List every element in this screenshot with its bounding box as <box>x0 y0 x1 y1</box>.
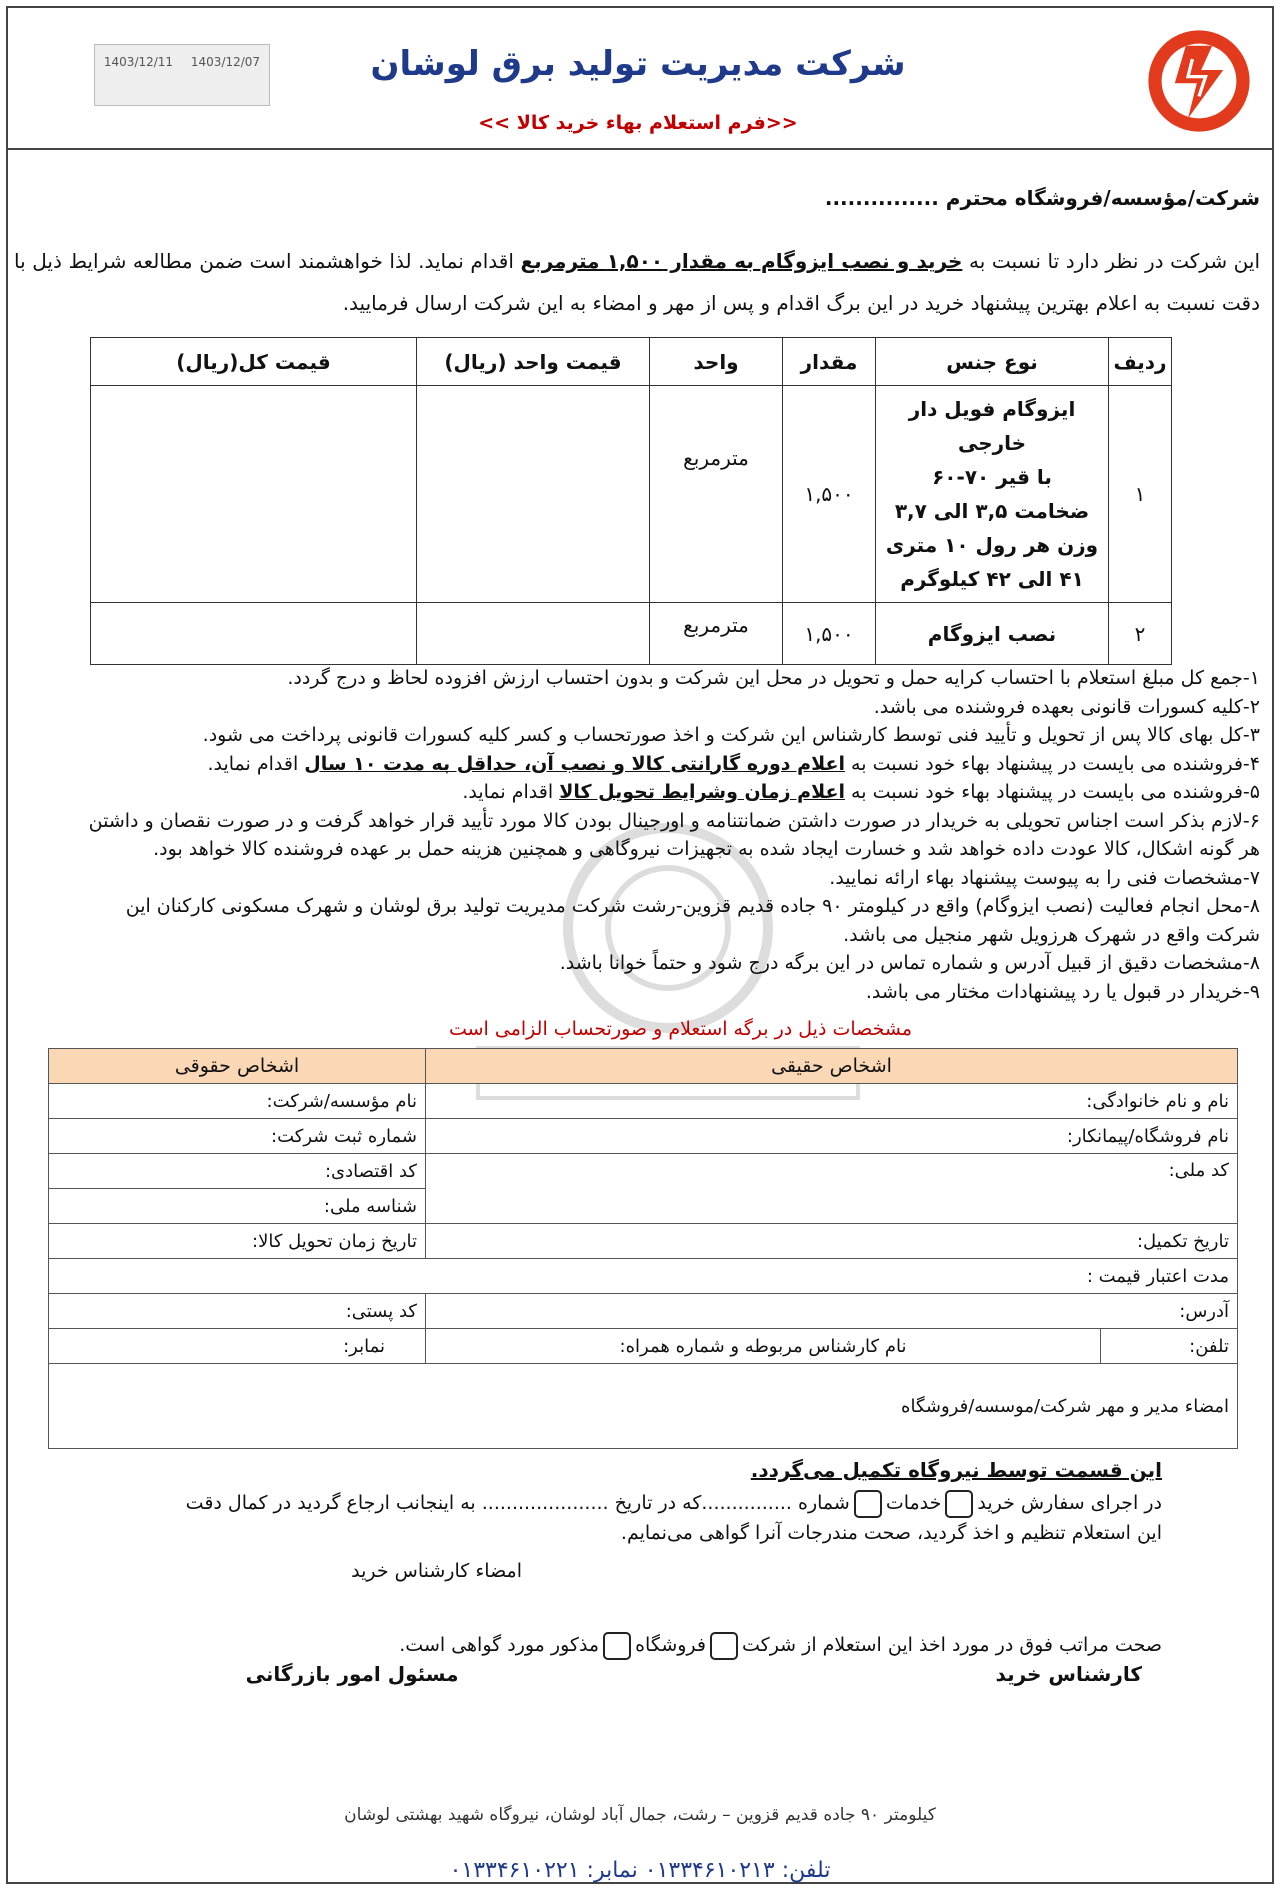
intro-text-1: این شرکت در نظر دارد تا نسبت به <box>962 249 1261 273</box>
date-2: 1403/12/11 <box>103 55 174 69</box>
items-header-row <box>91 338 1172 386</box>
condition-4-highlight: اعلام دوره گارانتی کالا و نصب آن، حداقل به مدت ۱۰ سال <box>304 752 846 775</box>
table-row <box>91 603 1172 665</box>
plant-line-1 <box>186 1488 1162 1518</box>
condition-4-text: ۴-فروشنده می بایست در پیشنهاد بهاء خود نسبت به <box>845 752 1260 775</box>
condition-5 <box>10 778 1260 807</box>
row-number: ۱ <box>1109 386 1172 603</box>
condition-1: ۱-جمع کل مبلغ استعلام با احتساب کرایه حمل و تحویل در محل این شرکت و بدون احتساب ارزش افزوده لحاظ و درج گردد. <box>287 667 1260 689</box>
date-box <box>94 44 270 106</box>
legal-persons-header: اشخاص حقوقی <box>49 1049 426 1084</box>
footer-tel: تلفن: ۰۱۳۳۴۶۱۰۲۱۳ نمابر: ۰۱۳۳۴۶۱۰۲۲۱ <box>449 1858 831 1883</box>
economic-code-field[interactable]: کد اقتصادی: <box>49 1154 426 1189</box>
national-code-field[interactable]: کد ملی: <box>426 1154 1238 1224</box>
reg-number-field[interactable]: شماره ثبت شرکت: <box>49 1119 426 1154</box>
verify-end-text: مذکور مورد گواهی است. <box>399 1634 600 1656</box>
intro-paragraph <box>14 240 1260 324</box>
condition-2: ۲-کلیه کسورات قانونی بعهده فروشنده می باشد. <box>873 695 1260 718</box>
date-1: 1403/12/07 <box>190 55 261 69</box>
col-total-price: قیمت کل(ریال) <box>91 338 417 386</box>
verify-text: صحت مراتب فوق در مورد اخذ این استعلام از شرکت <box>742 1634 1162 1656</box>
table-row <box>91 386 1172 603</box>
expert-signature-label: امضاء کارشناس خرید <box>351 1560 522 1582</box>
condition-7: ۷-مشخصات فنی را به پیوست پیشنهاد بهاء ارائه نمایید. <box>829 866 1260 889</box>
item-unit-price[interactable] <box>417 386 650 603</box>
salutation: شرکت/مؤسسه/فروشگاه محترم ............... <box>824 186 1260 210</box>
item-description <box>876 386 1109 603</box>
services-checkbox[interactable] <box>854 1490 882 1518</box>
page-header <box>8 8 1272 150</box>
item-unit: مترمربع <box>650 603 783 665</box>
item-qty: ۱,۵۰۰ <box>783 386 876 603</box>
intro-highlight: خرید و نصب ایزوگام به مقدار ۱,۵۰۰ مترمربع <box>520 249 963 273</box>
signatories <box>186 1662 1162 1686</box>
info-table <box>48 1048 1238 1449</box>
fax-field[interactable]: نمابر: <box>49 1329 426 1364</box>
intro-text-2: اقدام نماید. لذا خواهشمند است ضمن مطالعه شرایط ذیل با دقت نسبت به اعلام بهترین پیشنهاد خرید در این برگ اقدام و پس از مهر و امضاء به این شرکت ارسال فرمایید. <box>14 249 1260 315</box>
natural-persons-header: اشخاص حقیقی <box>426 1049 1238 1084</box>
desc-line: ۴۱ الی ۴۲ کیلوگرم <box>900 567 1084 591</box>
condition-5-end: اقدام نماید. <box>462 781 560 803</box>
item-total-price[interactable] <box>91 603 417 665</box>
national-id-field[interactable]: شناسه ملی: <box>49 1189 426 1224</box>
desc-line: ضخامت ۳,۵ الی ۳,۷ <box>894 499 1090 523</box>
table-row <box>49 1364 1238 1449</box>
company-checkbox[interactable] <box>710 1632 738 1660</box>
row-number: ۲ <box>1109 603 1172 665</box>
desc-line: وزن هر رول ۱۰ متری <box>885 533 1099 557</box>
company-name: شرکت مدیریت تولید برق لوشان <box>370 44 906 84</box>
fill-date-field[interactable]: تاریخ تکمیل: <box>426 1224 1238 1259</box>
items-table <box>90 337 1172 665</box>
condition-6b: هر گونه اشکال، کالا عودت داده خواهد شد و خسارت ایجاد شده به تجهیزات نیروگاهی و همچنین هزینه حمل بر عهده فروشنده کالا خواهد بود. <box>153 838 1260 860</box>
footer-address: کیلومتر ۹۰ جاده قدیم قزوین – رشت، جمال آباد لوشان، نیروگاه شهید بهشتی لوشان <box>344 1805 936 1825</box>
phone-field[interactable]: تلفن: <box>1101 1329 1238 1364</box>
table-row <box>49 1294 1238 1329</box>
col-unit-price: قیمت واحد (ریال) <box>417 338 650 386</box>
table-row <box>49 1259 1238 1294</box>
condition-5-text: ۵-فروشنده می بایست در پیشنهاد بهاء خود نسبت به <box>845 781 1260 803</box>
table-row <box>49 1329 1238 1364</box>
company-logo-icon <box>1144 26 1254 136</box>
delivery-date-field[interactable]: تاریخ زمان تحویل کالا: <box>49 1224 426 1259</box>
item-qty: ۱,۵۰۰ <box>783 603 876 665</box>
institution-field[interactable]: نام مؤسسه/شرکت: <box>49 1084 426 1119</box>
condition-8c: ۸-مشخصات دقیق از قبیل آدرس و شماره تماس در این برگه درج شود و حتماً خوانا باشد. <box>559 952 1260 974</box>
order-text: در اجرای سفارش خرید <box>977 1492 1162 1514</box>
condition-8a: ۸-محل انجام فعالیت (نصب ایزوگام) واقع در کیلومتر ۹۰ جاده قدیم قزوین-رشت شرکت مدیریت تولید برق لوشان و شهرک مسکونی کارکنان این <box>125 895 1260 917</box>
desc-line: ایزوگام فویل دار خارجی <box>908 397 1076 455</box>
postal-code-field[interactable]: کد پستی: <box>49 1294 426 1329</box>
col-qty: مقدار <box>783 338 876 386</box>
plant-section-title: این قسمت توسط نیروگاه تکمیل می‌گردد. <box>750 1458 1162 1482</box>
condition-3: ۳-کل بهای کالا پس از تحویل و تأیید فنی توسط کارشناس این شرکت و اخذ صورتحساب و کسر کلیه کسورات قانونی پرداخت می شود. <box>202 724 1260 746</box>
full-name-field[interactable]: نام و نام خانوادگی: <box>426 1084 1238 1119</box>
condition-5-highlight: اعلام زمان وشرایط تحویل کالا <box>559 781 846 803</box>
col-unit: واحد <box>650 338 783 386</box>
required-note: مشخصات ذیل در برگه استعلام و صورتحساب الزامی است <box>448 1018 912 1040</box>
validity-field[interactable]: مدت اعتبار قیمت : <box>49 1259 1238 1294</box>
signature-field[interactable]: امضاء مدیر و مهر شرکت/موسسه/فروشگاه <box>49 1364 1238 1449</box>
item-unit: مترمربع <box>650 386 783 603</box>
table-row <box>49 1119 1238 1154</box>
condition-4 <box>10 750 1260 779</box>
form-title: <<فرم استعلام بهاء خرید کالا >> <box>478 112 798 134</box>
info-header-row <box>49 1049 1238 1084</box>
item-description: نصب ایزوگام <box>876 603 1109 665</box>
buyer-label: کارشناس خرید <box>995 1662 1142 1686</box>
address-field[interactable]: آدرس: <box>426 1294 1238 1329</box>
table-row <box>49 1084 1238 1119</box>
order-number-text: شماره ...............که در تاریخ ..................... به اینجانب ارجاع گردید در کمال دقت <box>185 1492 850 1514</box>
col-type: نوع جنس <box>876 338 1109 386</box>
store-name-field[interactable]: نام فروشگاه/پیمانکار: <box>426 1119 1238 1154</box>
col-row: ردیف <box>1109 338 1172 386</box>
table-row <box>49 1224 1238 1259</box>
inquiry-form-page <box>6 6 1274 1884</box>
desc-line: با قیر ۷۰-۶۰ <box>932 465 1052 489</box>
store-checkbox[interactable] <box>603 1632 631 1660</box>
condition-4-end: اقدام نماید. <box>207 752 305 775</box>
purchase-checkbox[interactable] <box>945 1490 973 1518</box>
plant-section <box>186 1458 1162 1686</box>
conditions-list <box>10 664 1260 1006</box>
expert-field[interactable]: نام کارشناس مربوطه و شماره همراه: <box>426 1329 1101 1364</box>
condition-8b: شرکت واقع در شهرک هرزویل شهر منجیل می باشد. <box>843 923 1260 946</box>
item-total-price[interactable] <box>91 386 417 603</box>
verify-line <box>186 1630 1162 1660</box>
condition-6a: ۶-لازم بذکر است اجناس تحویلی به خریدار در صورت داشتن ضمانتنامه و اورجینال بودن کالا مورد تأیید قرار خواهد گرفت و در صورت نقصان و داشتن <box>88 809 1260 832</box>
table-row <box>49 1154 1238 1189</box>
plant-line-2: این استعلام تنظیم و اخذ گردید، صحت مندرجات آنرا گواهی می‌نمایم. <box>620 1522 1162 1544</box>
services-text: خدمات <box>885 1492 942 1514</box>
commerce-label: مسئول امور بازرگانی <box>245 1662 459 1686</box>
store-text: فروشگاه <box>635 1634 706 1656</box>
item-unit-price[interactable] <box>417 603 650 665</box>
condition-9: ۹-خریدار در قبول یا رد پیشنهادات مختار می باشد. <box>865 980 1260 1003</box>
